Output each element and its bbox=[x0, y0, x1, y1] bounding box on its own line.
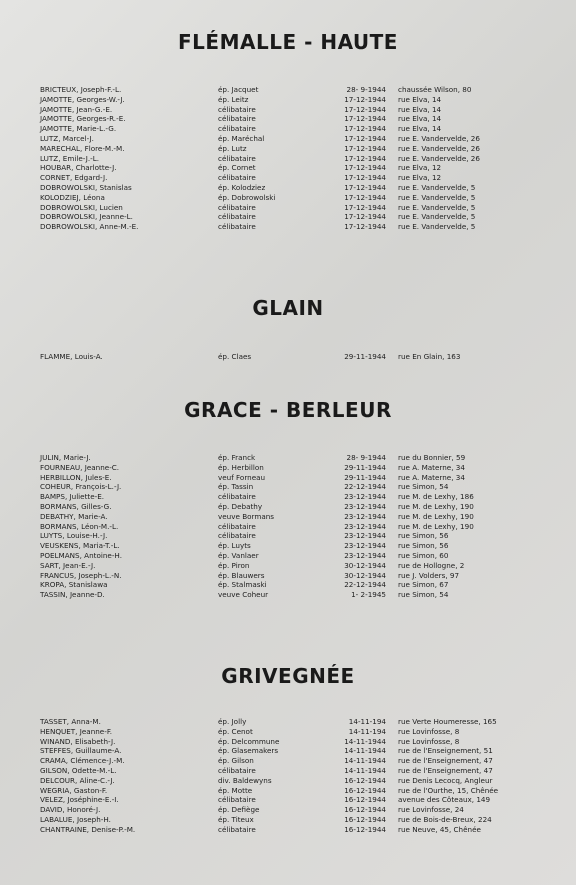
record-date: 17-12-1944 bbox=[344, 192, 386, 202]
record-address: rue du Bonnier, 59 bbox=[398, 453, 466, 462]
record-status: ép. Blauwers bbox=[218, 570, 265, 580]
record-status: ép. Maréchal bbox=[218, 133, 265, 143]
record-name: JULIN, Marie-J. bbox=[40, 453, 91, 462]
record-date: 29-11-1944 bbox=[344, 472, 386, 482]
record-row bbox=[0, 114, 576, 124]
record-name: DOBROWOLSKI, Stanislas bbox=[40, 182, 132, 192]
record-address: rue Lovinfosse, 8 bbox=[398, 726, 460, 736]
record-address: rue Elva, 14 bbox=[398, 114, 442, 124]
record-address: rue Neuve, 45, Chênée bbox=[398, 824, 481, 834]
record-date: 29-11-1944 bbox=[344, 462, 386, 472]
record-row bbox=[0, 352, 576, 362]
record-row bbox=[0, 795, 576, 805]
record-row bbox=[0, 541, 576, 551]
record-name: FLAMME, Louis-A. bbox=[40, 352, 103, 361]
record-name: HOUBAR, Charlotte-J. bbox=[40, 163, 117, 173]
record-name: JAMOTTE, Marie-L.-G. bbox=[40, 124, 117, 134]
record-name: TASSIN, Jeanne-D. bbox=[40, 590, 105, 600]
record-date: 28- 9-1944 bbox=[346, 85, 386, 94]
record-date: 17-12-1944 bbox=[344, 153, 386, 163]
record-address: rue E. Vandervelde, 5 bbox=[398, 182, 476, 192]
record-date: 22-12-1944 bbox=[344, 482, 386, 492]
record-address: rue A. Materne, 34 bbox=[398, 462, 465, 472]
record-address: rue En Glain, 163 bbox=[398, 352, 461, 361]
record-address: rue E. Vandervelde, 5 bbox=[398, 192, 476, 202]
record-row bbox=[0, 512, 576, 522]
record-address: rue Lovinfosse, 8 bbox=[398, 736, 460, 746]
record-name: JAMOTTE, Georges-R.-E. bbox=[40, 114, 126, 124]
record-date: 16-12-1944 bbox=[344, 824, 386, 834]
record-row bbox=[0, 717, 576, 727]
record-status: ép. Tassin bbox=[218, 482, 254, 492]
record-address: chaussée Wilson, 80 bbox=[398, 85, 472, 94]
record-status: célibataire bbox=[218, 212, 256, 222]
record-status: ép. Kolodziez bbox=[218, 182, 266, 192]
record-date: 23-12-1944 bbox=[344, 541, 386, 551]
record-date: 17-12-1944 bbox=[344, 163, 386, 173]
record-address: rue Verte Houmeresse, 165 bbox=[398, 717, 497, 726]
record-row bbox=[0, 473, 576, 483]
record-date: 17-12-1944 bbox=[344, 143, 386, 153]
record-date: 17-12-1944 bbox=[344, 104, 386, 114]
record-status: ép. Piron bbox=[218, 560, 250, 570]
record-status: ép. Debathy bbox=[218, 501, 263, 511]
record-address: rue de l'Enseignement, 51 bbox=[398, 746, 493, 756]
record-status: ép. Vanlaer bbox=[218, 550, 259, 560]
record-row bbox=[0, 590, 576, 600]
record-address: rue Simon, 60 bbox=[398, 550, 449, 560]
section-glain bbox=[0, 352, 576, 362]
record-address: rue Elva, 14 bbox=[398, 124, 442, 134]
record-status: ép. Franck bbox=[218, 453, 256, 462]
record-address: rue Simon, 56 bbox=[398, 541, 449, 551]
record-name: WEGRIA, Gaston-F. bbox=[40, 785, 108, 795]
record-row bbox=[0, 756, 576, 766]
record-status: ép. Lutz bbox=[218, 143, 247, 153]
record-name: CHANTRAINE, Denise-P.-M. bbox=[40, 824, 136, 834]
record-address: rue de l'Ourthe, 15, Chênée bbox=[398, 785, 499, 795]
record-status: célibataire bbox=[218, 153, 256, 163]
record-date: 16-12-1944 bbox=[344, 775, 386, 785]
record-date: 28- 9-1944 bbox=[346, 453, 386, 462]
record-address: rue J. Volders, 97 bbox=[398, 570, 460, 580]
record-name: TASSET, Anna-M. bbox=[40, 717, 101, 726]
record-row bbox=[0, 193, 576, 203]
record-row bbox=[0, 95, 576, 105]
record-name: DELCOUR, Aline-C.-J. bbox=[40, 775, 115, 785]
record-status: ép. Titeux bbox=[218, 814, 254, 824]
record-address: rue Simon, 54 bbox=[398, 482, 449, 492]
record-name: FOURNEAU, Jeanne-C. bbox=[40, 462, 120, 472]
record-address: rue E. Vandervelde, 26 bbox=[398, 153, 480, 163]
record-row bbox=[0, 502, 576, 512]
record-date: 23-12-1944 bbox=[344, 492, 386, 502]
section-grivegnee bbox=[0, 717, 576, 835]
record-date: 17-12-1944 bbox=[344, 173, 386, 183]
record-status: célibataire bbox=[218, 521, 256, 531]
record-address: rue Simon, 54 bbox=[398, 590, 449, 600]
record-name: POELMANS, Antoine-H. bbox=[40, 550, 122, 560]
record-address: rue Simon, 56 bbox=[398, 531, 449, 541]
record-name: SART, Jean-E.-J. bbox=[40, 560, 96, 570]
record-row bbox=[0, 492, 576, 502]
record-name: LUTZ, Marcel-J. bbox=[40, 133, 94, 143]
record-name: COHEUR, François-L.-J. bbox=[40, 482, 122, 492]
record-name: BAMPS, Juliette-E. bbox=[40, 492, 105, 502]
section-title-flemalle-haute: FLÉMALLE - HAUTE bbox=[178, 30, 398, 54]
record-row bbox=[0, 805, 576, 815]
record-row bbox=[0, 737, 576, 747]
record-row bbox=[0, 531, 576, 541]
record-name: BORMANS, Léon-M.-L. bbox=[40, 521, 119, 531]
record-address: rue de l'Enseignement, 47 bbox=[398, 756, 493, 766]
record-address: rue Simon, 67 bbox=[398, 580, 449, 590]
record-date: 17-12-1944 bbox=[344, 222, 386, 232]
record-status: ép. Cenot bbox=[218, 726, 253, 736]
record-row bbox=[0, 124, 576, 134]
record-status: ép. Luyts bbox=[218, 541, 251, 551]
record-status: ép. Leitz bbox=[218, 94, 249, 104]
record-date: 17-12-1944 bbox=[344, 114, 386, 124]
record-name: DOBROWOLSKI, Anne-M.-E. bbox=[40, 222, 139, 232]
record-status: ép. Jacquet bbox=[218, 85, 259, 94]
record-date: 16-12-1944 bbox=[344, 795, 386, 805]
record-name: JAMOTTE, Jean-G.-E. bbox=[40, 104, 113, 114]
record-row bbox=[0, 173, 576, 183]
record-status: célibataire bbox=[218, 824, 256, 834]
record-date: 23-12-1944 bbox=[344, 521, 386, 531]
record-status: célibataire bbox=[218, 531, 256, 541]
record-date: 29-11-1944 bbox=[344, 352, 386, 361]
record-row bbox=[0, 561, 576, 571]
record-row bbox=[0, 183, 576, 193]
record-name: DOBROWOLSKI, Lucien bbox=[40, 202, 123, 212]
record-status: ép. Glasemakers bbox=[218, 746, 279, 756]
record-date: 14-11-194 bbox=[348, 717, 386, 726]
record-status: célibataire bbox=[218, 173, 256, 183]
record-row bbox=[0, 551, 576, 561]
record-status: ép. Gilson bbox=[218, 756, 254, 766]
record-name: JAMOTTE, Georges-W.-J. bbox=[40, 94, 125, 104]
record-row bbox=[0, 727, 576, 737]
record-address: rue M. de Lexhy, 190 bbox=[398, 521, 474, 531]
record-row bbox=[0, 571, 576, 581]
record-address: rue de l'Enseignement, 47 bbox=[398, 765, 493, 775]
record-date: 1- 2-1945 bbox=[351, 590, 386, 600]
record-row bbox=[0, 463, 576, 473]
record-row bbox=[0, 105, 576, 115]
record-address: rue A. Materne, 34 bbox=[398, 472, 465, 482]
record-status: ép. Defiège bbox=[218, 805, 260, 815]
record-status: ép. Herbillon bbox=[218, 462, 264, 472]
record-name: MARECHAL, Flore-M.-M. bbox=[40, 143, 125, 153]
record-date: 22-12-1944 bbox=[344, 580, 386, 590]
section-flemalle-haute bbox=[0, 85, 576, 232]
record-name: HENQUET, Jeanne-F. bbox=[40, 726, 113, 736]
record-name: CRAMA, Clémence-J.-M. bbox=[40, 756, 125, 766]
record-date: 17-12-1944 bbox=[344, 133, 386, 143]
record-name: LUTZ, Emile-J.-L. bbox=[40, 153, 100, 163]
record-row bbox=[0, 776, 576, 786]
record-name: DOBROWOLSKI, Jeanne-L. bbox=[40, 212, 133, 222]
record-date: 23-12-1944 bbox=[344, 511, 386, 521]
record-status: ép. Claes bbox=[218, 352, 252, 361]
record-address: rue E. Vandervelde, 26 bbox=[398, 143, 480, 153]
record-row bbox=[0, 746, 576, 756]
record-status: célibataire bbox=[218, 104, 256, 114]
record-date: 17-12-1944 bbox=[344, 94, 386, 104]
record-address: rue Elva, 12 bbox=[398, 173, 442, 183]
record-address: rue E. Vandervelde, 5 bbox=[398, 212, 476, 222]
record-status: célibataire bbox=[218, 124, 256, 134]
record-row bbox=[0, 134, 576, 144]
record-name: KOLODZIEJ, Léona bbox=[40, 192, 105, 202]
record-row bbox=[0, 786, 576, 796]
record-name: FRANCUS, Joseph-L.-N. bbox=[40, 570, 122, 580]
record-date: 16-12-1944 bbox=[344, 805, 386, 815]
record-status: ép. Dobrowolski bbox=[218, 192, 276, 202]
record-date: 17-12-1944 bbox=[344, 212, 386, 222]
record-address: rue Denis Lecocq, Angleur bbox=[398, 775, 493, 785]
record-date: 14-11-1944 bbox=[344, 736, 386, 746]
record-status: veuve Coheur bbox=[218, 590, 269, 600]
record-date: 16-12-1944 bbox=[344, 785, 386, 795]
record-name: VELEZ, Joséphine-E.-I. bbox=[40, 795, 119, 805]
record-name: DEBATHY, Marie-A. bbox=[40, 511, 108, 521]
record-status: ép. Cornet bbox=[218, 163, 256, 173]
record-row bbox=[0, 203, 576, 213]
record-row bbox=[0, 825, 576, 835]
record-status: veuve Bormans bbox=[218, 511, 275, 521]
record-address: rue Elva, 12 bbox=[398, 163, 442, 173]
record-name: KROPA, Stanislawa bbox=[40, 580, 108, 590]
record-address: avenue des Côteaux, 149 bbox=[398, 795, 491, 805]
record-address: rue Elva, 14 bbox=[398, 104, 442, 114]
record-address: rue M. de Lexhy, 190 bbox=[398, 511, 474, 521]
record-status: célibataire bbox=[218, 795, 256, 805]
section-grace-berleur bbox=[0, 453, 576, 600]
record-status: ép. Motte bbox=[218, 785, 253, 795]
record-date: 23-12-1944 bbox=[344, 501, 386, 511]
record-name: DAVID, Honoré-J. bbox=[40, 805, 101, 815]
record-date: 16-12-1944 bbox=[344, 814, 386, 824]
record-date: 14-11-1944 bbox=[344, 756, 386, 766]
record-name: BORMANS, Gilles-G. bbox=[40, 501, 112, 511]
record-date: 23-12-1944 bbox=[344, 531, 386, 541]
record-address: rue Lovinfosse, 24 bbox=[398, 805, 464, 815]
record-row bbox=[0, 212, 576, 222]
record-row bbox=[0, 154, 576, 164]
record-row bbox=[0, 482, 576, 492]
record-date: 17-12-1944 bbox=[344, 182, 386, 192]
record-name: WINAND, Elisabeth-J. bbox=[40, 736, 116, 746]
record-address: rue de Hollogne, 2 bbox=[398, 560, 465, 570]
record-status: célibataire bbox=[218, 202, 256, 212]
record-status: div. Baldewyns bbox=[218, 775, 272, 785]
record-name: BRICTEUX, Joseph-F.-L. bbox=[40, 85, 122, 94]
record-status: célibataire bbox=[218, 114, 256, 124]
record-status: ép. Delcommune bbox=[218, 736, 280, 746]
record-status: ép. Jolly bbox=[218, 717, 247, 726]
record-name: VEUSKENS, Maria-T.-L. bbox=[40, 541, 120, 551]
section-title-grivegnee: GRIVEGNÉE bbox=[221, 664, 355, 688]
record-row bbox=[0, 815, 576, 825]
record-row bbox=[0, 580, 576, 590]
record-date: 30-12-1944 bbox=[344, 560, 386, 570]
record-name: LUYTS, Louise-H.-J. bbox=[40, 531, 108, 541]
record-date: 17-12-1944 bbox=[344, 202, 386, 212]
record-address: rue E. Vandervelde, 5 bbox=[398, 202, 476, 212]
record-address: rue E. Vandervelde, 26 bbox=[398, 133, 480, 143]
record-date: 17-12-1944 bbox=[344, 124, 386, 134]
record-date: 14-11-1944 bbox=[344, 746, 386, 756]
record-status: célibataire bbox=[218, 222, 256, 232]
record-date: 30-12-1944 bbox=[344, 570, 386, 580]
record-name: GILSON, Odette-M.-L. bbox=[40, 765, 117, 775]
record-row bbox=[0, 453, 576, 463]
record-name: STEFFES, Guillaume-A. bbox=[40, 746, 122, 756]
record-status: ép. Stalmaski bbox=[218, 580, 267, 590]
record-address: rue M. de Lexhy, 186 bbox=[398, 492, 474, 502]
record-row bbox=[0, 222, 576, 232]
record-date: 14-11-1944 bbox=[344, 765, 386, 775]
record-row bbox=[0, 522, 576, 532]
record-status: célibataire bbox=[218, 492, 256, 502]
record-date: 14-11-194 bbox=[348, 726, 386, 736]
record-row bbox=[0, 144, 576, 154]
section-title-grace-berleur: GRACE - BERLEUR bbox=[184, 398, 392, 422]
record-address: rue de Bois-de-Breux, 224 bbox=[398, 814, 492, 824]
record-date: 23-12-1944 bbox=[344, 550, 386, 560]
record-status: célibataire bbox=[218, 765, 256, 775]
record-address: rue E. Vandervelde, 5 bbox=[398, 222, 476, 232]
record-row bbox=[0, 766, 576, 776]
record-row bbox=[0, 163, 576, 173]
record-address: rue Elva, 14 bbox=[398, 94, 442, 104]
record-name: LABALUE, Joseph-H. bbox=[40, 814, 111, 824]
record-status: veuf Forneau bbox=[218, 472, 266, 482]
record-name: CORNET, Edgard-J. bbox=[40, 173, 108, 183]
record-address: rue M. de Lexhy, 190 bbox=[398, 501, 474, 511]
section-title-glain: GLAIN bbox=[252, 296, 324, 320]
record-row bbox=[0, 85, 576, 95]
record-name: HERBILLON, Jules-E. bbox=[40, 472, 112, 482]
